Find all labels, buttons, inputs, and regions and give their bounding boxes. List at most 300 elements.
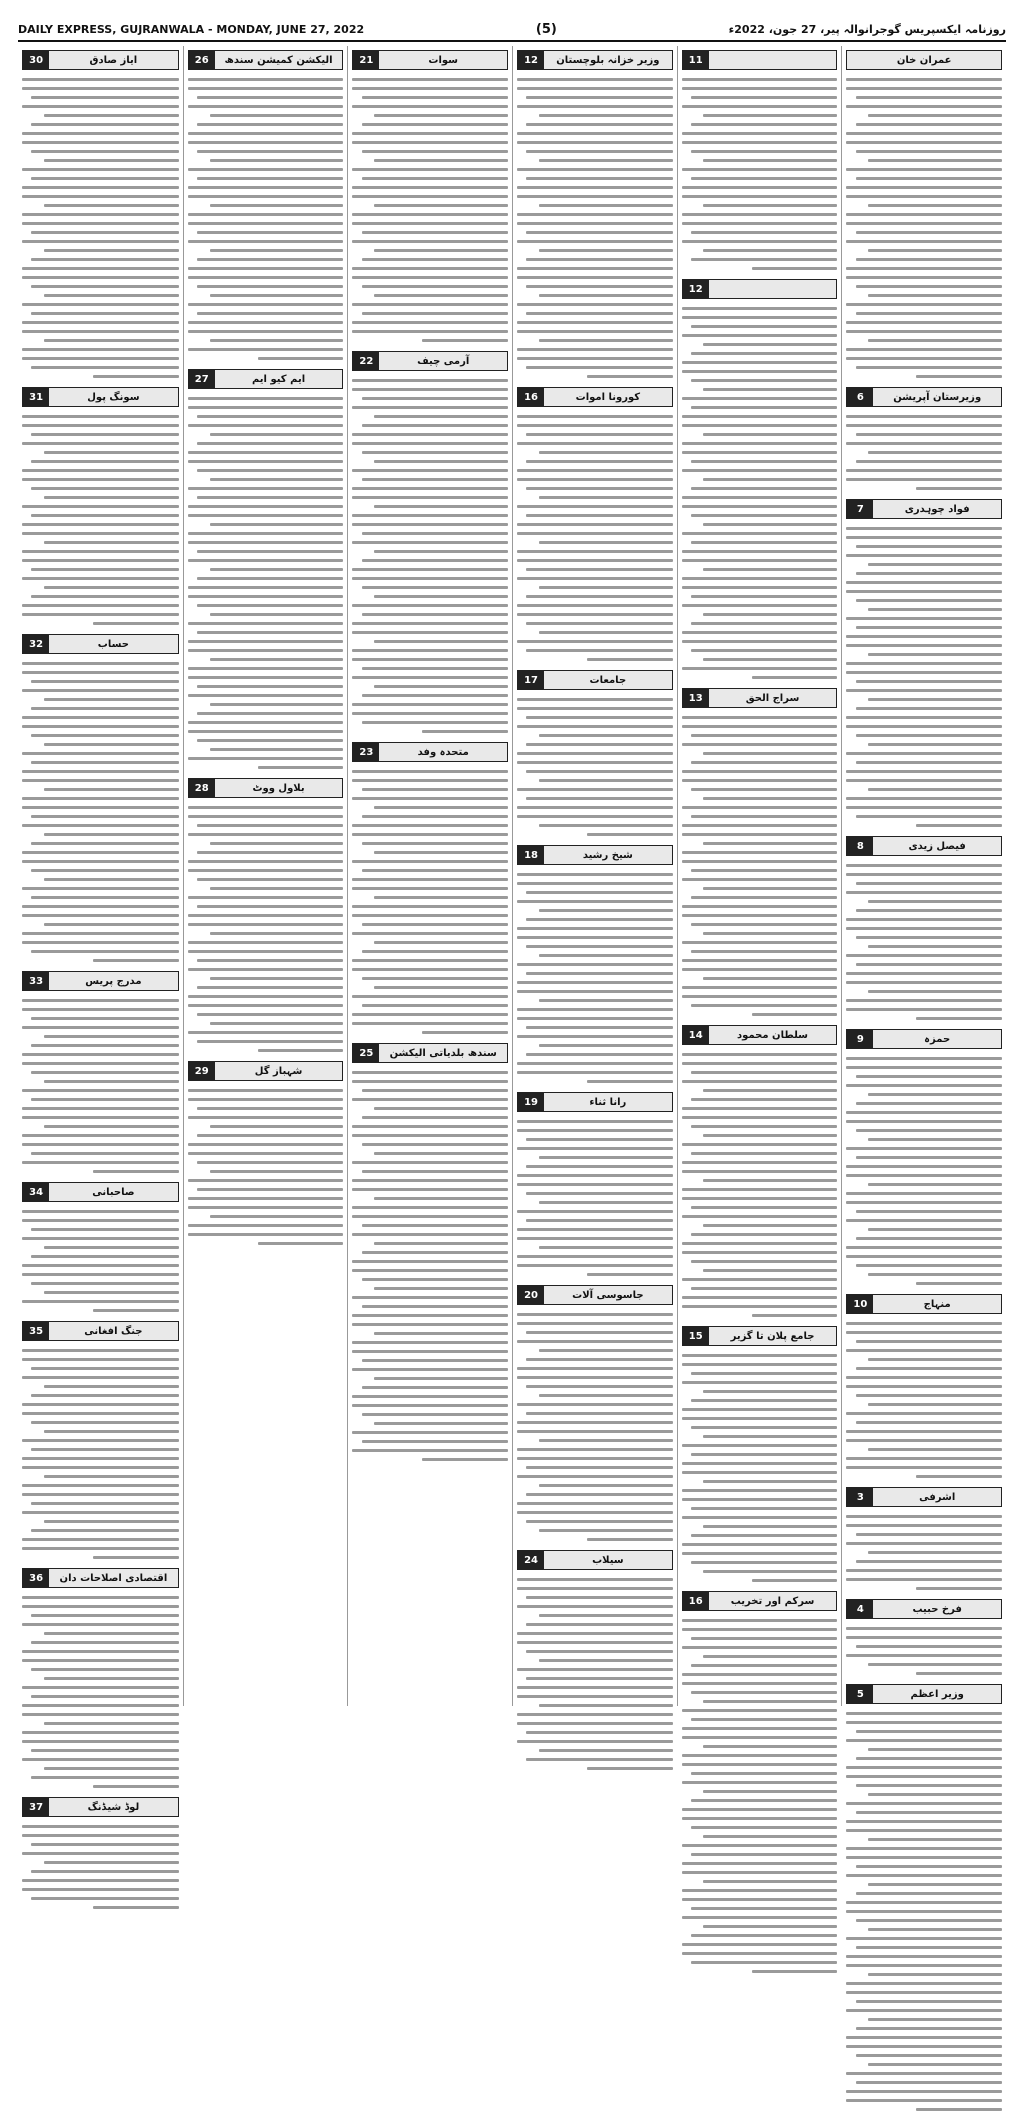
text-line xyxy=(22,797,179,800)
text-line xyxy=(526,177,672,180)
text-line xyxy=(846,752,1002,755)
text-line xyxy=(31,1641,178,1644)
story-heading xyxy=(846,1487,1002,1507)
text-line xyxy=(846,689,1002,692)
text-line xyxy=(539,339,673,342)
story-title: فواد چوہدری xyxy=(904,503,970,515)
text-line xyxy=(22,348,179,351)
text-line xyxy=(856,433,1002,436)
text-line xyxy=(916,824,1002,827)
story-text xyxy=(22,1593,179,1791)
text-line xyxy=(197,878,343,881)
text-line xyxy=(93,622,179,625)
text-line xyxy=(868,990,1002,993)
text-line xyxy=(352,649,508,652)
story-title: منہاج xyxy=(923,1298,951,1310)
story-heading xyxy=(682,50,838,70)
text-line xyxy=(517,1713,673,1716)
text-line xyxy=(703,1880,837,1883)
text-line xyxy=(188,1143,344,1146)
text-line xyxy=(22,905,179,908)
text-line xyxy=(682,415,838,418)
text-line xyxy=(526,595,672,598)
story-title: فیصل زیدی xyxy=(908,840,966,852)
text-line xyxy=(22,357,179,360)
text-line xyxy=(352,1134,508,1137)
text-line xyxy=(22,276,179,279)
text-line xyxy=(691,1372,837,1375)
text-line xyxy=(846,1569,1002,1572)
text-line xyxy=(682,1471,838,1474)
text-line xyxy=(22,415,179,418)
text-line xyxy=(197,739,343,742)
text-line xyxy=(22,1731,179,1734)
text-line xyxy=(868,2018,1002,2021)
text-line xyxy=(517,195,673,198)
text-line xyxy=(682,222,838,225)
text-line xyxy=(197,712,343,715)
story-number: 33 xyxy=(23,972,49,990)
text-line xyxy=(868,451,1002,454)
text-line xyxy=(682,559,838,562)
story-number: 9 xyxy=(847,1030,873,1048)
text-line xyxy=(362,667,508,670)
text-line xyxy=(846,581,1002,584)
text-line xyxy=(188,721,344,724)
text-line xyxy=(22,941,179,944)
text-line xyxy=(517,240,673,243)
text-line xyxy=(526,123,672,126)
text-line xyxy=(846,1120,1002,1123)
story-text xyxy=(352,767,508,1037)
text-line xyxy=(31,258,178,261)
text-line xyxy=(691,325,837,328)
text-line xyxy=(682,577,838,580)
text-line xyxy=(197,312,343,315)
text-line xyxy=(846,536,1002,539)
text-line xyxy=(846,1775,1002,1778)
text-line xyxy=(868,788,1002,791)
story-title: سلطان محمود xyxy=(737,1029,808,1041)
text-line xyxy=(362,1089,508,1092)
news-story xyxy=(352,351,508,736)
story-heading xyxy=(517,670,673,690)
text-line xyxy=(752,1314,838,1317)
text-line xyxy=(691,150,837,153)
news-story xyxy=(188,50,344,363)
text-line xyxy=(374,415,508,418)
news-story xyxy=(682,1025,838,1320)
text-line xyxy=(539,1529,673,1532)
text-line xyxy=(374,941,508,944)
text-line xyxy=(44,878,179,881)
text-line xyxy=(517,788,673,791)
text-line xyxy=(526,891,672,894)
text-line xyxy=(44,541,179,544)
text-line xyxy=(188,860,344,863)
text-line xyxy=(691,950,837,953)
text-line xyxy=(682,1143,838,1146)
text-line xyxy=(44,1035,179,1038)
news-story xyxy=(846,1029,1002,1288)
text-line xyxy=(517,442,673,445)
text-line xyxy=(868,1748,1002,1751)
story-text xyxy=(352,75,508,345)
text-line xyxy=(846,1430,1002,1433)
text-line xyxy=(682,1242,838,1245)
text-line xyxy=(44,833,179,836)
text-line xyxy=(682,1916,838,1919)
text-line xyxy=(210,1022,344,1025)
story-title: سیلاب xyxy=(592,1554,624,1566)
text-line xyxy=(691,761,837,764)
text-line xyxy=(526,649,672,652)
story-number: 3 xyxy=(847,1488,873,1506)
story-title: سراج الحق xyxy=(745,692,800,704)
story-number: 24 xyxy=(518,1551,544,1569)
text-line xyxy=(188,757,344,760)
text-line xyxy=(517,1210,673,1213)
text-line xyxy=(258,357,344,360)
text-line xyxy=(703,159,837,162)
text-line xyxy=(517,1322,673,1325)
page-number: (5) xyxy=(535,21,557,37)
text-line xyxy=(210,204,344,207)
text-line xyxy=(856,366,1002,369)
text-line xyxy=(362,150,508,153)
text-line xyxy=(682,105,838,108)
text-line xyxy=(691,1507,837,1510)
text-line xyxy=(22,671,179,674)
text-line xyxy=(352,442,508,445)
text-line xyxy=(517,725,673,728)
text-line xyxy=(868,1793,1002,1796)
text-line xyxy=(682,1871,838,1874)
text-line xyxy=(22,1062,179,1065)
text-line xyxy=(517,222,673,225)
text-line xyxy=(856,680,1002,683)
text-line xyxy=(517,1587,673,1590)
text-line xyxy=(22,752,179,755)
text-line xyxy=(374,550,508,553)
news-story xyxy=(517,387,673,664)
story-text xyxy=(22,659,179,965)
text-line xyxy=(352,1404,508,1407)
text-line xyxy=(682,1781,838,1784)
text-line xyxy=(197,550,343,553)
text-line xyxy=(846,770,1002,773)
text-line xyxy=(691,1561,837,1564)
text-line xyxy=(517,348,673,351)
story-text xyxy=(846,861,1002,1023)
text-line xyxy=(31,680,178,683)
text-line xyxy=(846,168,1002,171)
story-title: ایم کیو ایم xyxy=(251,373,306,385)
text-line xyxy=(539,1201,673,1204)
text-line xyxy=(197,577,343,580)
text-line xyxy=(362,532,508,535)
text-line xyxy=(539,779,673,782)
text-line xyxy=(682,1381,838,1384)
text-line xyxy=(682,1543,838,1546)
text-line xyxy=(856,1394,1002,1397)
text-line xyxy=(188,87,344,90)
story-number: 17 xyxy=(518,671,544,689)
news-story xyxy=(682,1591,838,1976)
text-line xyxy=(539,1614,673,1617)
text-line xyxy=(188,514,344,517)
text-line xyxy=(846,797,1002,800)
text-line xyxy=(539,249,673,252)
text-line xyxy=(362,258,508,261)
text-line xyxy=(846,87,1002,90)
story-text xyxy=(22,412,179,628)
story-title: سوات xyxy=(428,54,458,66)
text-line xyxy=(703,1269,837,1272)
story-number: 36 xyxy=(23,1569,49,1587)
text-line xyxy=(526,743,672,746)
text-line xyxy=(517,936,673,939)
text-line xyxy=(517,873,673,876)
text-line xyxy=(682,1628,838,1631)
text-line xyxy=(352,959,508,962)
text-line xyxy=(752,1579,838,1582)
text-line xyxy=(22,240,179,243)
news-story xyxy=(682,1326,838,1585)
text-line xyxy=(352,878,508,881)
text-line xyxy=(22,267,179,270)
text-line xyxy=(93,959,179,962)
story-number: 35 xyxy=(23,1322,49,1340)
text-line xyxy=(188,321,344,324)
story-text xyxy=(188,1086,344,1248)
text-line xyxy=(22,1879,179,1882)
text-line xyxy=(856,599,1002,602)
story-title: آرمی چیف xyxy=(417,355,470,367)
text-line xyxy=(846,1111,1002,1114)
text-line xyxy=(362,123,508,126)
text-line xyxy=(682,1444,838,1447)
news-story xyxy=(188,1061,344,1248)
text-line xyxy=(188,667,344,670)
text-line xyxy=(703,1925,837,1928)
story-text xyxy=(682,75,838,273)
text-line xyxy=(846,415,1002,418)
story-heading xyxy=(22,634,179,654)
text-line xyxy=(22,932,179,935)
text-line xyxy=(352,1179,508,1182)
text-line xyxy=(682,1296,838,1299)
text-line xyxy=(197,177,343,180)
text-line xyxy=(539,159,673,162)
text-line xyxy=(539,824,673,827)
text-line xyxy=(197,1013,343,1016)
text-line xyxy=(31,595,178,598)
story-text xyxy=(188,803,344,1055)
text-line xyxy=(846,1874,1002,1877)
text-line xyxy=(846,662,1002,665)
text-line xyxy=(526,716,672,719)
text-line xyxy=(846,105,1002,108)
text-line xyxy=(856,936,1002,939)
text-line xyxy=(22,141,179,144)
story-text xyxy=(846,1319,1002,1481)
text-line xyxy=(868,1358,1002,1361)
text-line xyxy=(352,797,508,800)
text-line xyxy=(856,1811,1002,1814)
story-text xyxy=(517,1575,673,1773)
story-heading xyxy=(22,1797,179,1817)
text-line xyxy=(374,159,508,162)
text-line xyxy=(517,1430,673,1433)
text-line xyxy=(22,806,179,809)
text-line xyxy=(691,487,837,490)
text-line xyxy=(517,330,673,333)
text-line xyxy=(856,1919,1002,1922)
text-line xyxy=(703,523,837,526)
text-line xyxy=(517,1255,673,1258)
story-text xyxy=(517,1117,673,1279)
text-line xyxy=(362,788,508,791)
text-line xyxy=(44,1722,179,1725)
text-line xyxy=(517,1147,673,1150)
news-story xyxy=(846,1294,1002,1481)
story-heading xyxy=(846,50,1002,70)
text-line xyxy=(868,1928,1002,1931)
text-line xyxy=(188,1098,344,1101)
text-line xyxy=(352,968,508,971)
text-line xyxy=(846,1165,1002,1168)
text-line xyxy=(517,990,673,993)
text-line xyxy=(22,1300,179,1303)
text-line xyxy=(352,523,508,526)
text-line xyxy=(691,788,837,791)
text-line xyxy=(31,231,178,234)
text-line xyxy=(846,1008,1002,1011)
text-line xyxy=(846,1901,1002,1904)
text-line xyxy=(188,730,344,733)
text-line xyxy=(197,824,343,827)
text-line xyxy=(703,1790,837,1793)
story-number: 21 xyxy=(353,51,379,69)
text-line xyxy=(846,1349,1002,1352)
text-line xyxy=(856,1102,1002,1105)
text-line xyxy=(517,1632,673,1635)
text-line xyxy=(374,249,508,252)
story-number: 34 xyxy=(23,1183,49,1201)
text-line xyxy=(517,900,673,903)
text-line xyxy=(352,1188,508,1191)
text-line xyxy=(682,725,838,728)
text-line xyxy=(352,833,508,836)
text-line xyxy=(846,1192,1002,1195)
text-line xyxy=(682,370,838,373)
story-number: 28 xyxy=(189,779,215,797)
text-line xyxy=(846,1057,1002,1060)
story-title: اقتصادی اصلاحات دان xyxy=(59,1572,168,1584)
text-line xyxy=(188,833,344,836)
text-line xyxy=(691,1718,837,1721)
text-line xyxy=(31,1228,178,1231)
story-number: 30 xyxy=(23,51,49,69)
story-text xyxy=(682,713,838,1019)
text-line xyxy=(188,1004,344,1007)
text-line xyxy=(352,132,508,135)
text-line xyxy=(197,1040,343,1043)
text-line xyxy=(682,1305,838,1308)
text-line xyxy=(526,1192,672,1195)
text-line xyxy=(352,1323,508,1326)
text-line xyxy=(517,882,673,885)
text-line xyxy=(210,568,344,571)
story-heading xyxy=(517,1550,673,1570)
text-line xyxy=(846,1201,1002,1204)
story-number: 5 xyxy=(847,1685,873,1703)
text-line xyxy=(691,1152,837,1155)
text-line xyxy=(856,150,1002,153)
text-line xyxy=(22,689,179,692)
text-line xyxy=(682,1408,838,1411)
text-line xyxy=(682,1808,838,1811)
text-line xyxy=(352,905,508,908)
text-line xyxy=(868,2063,1002,2066)
text-line xyxy=(188,348,344,351)
text-line xyxy=(846,1627,1002,1630)
text-line xyxy=(856,1645,1002,1648)
text-line xyxy=(868,1883,1002,1886)
story-heading xyxy=(22,971,179,991)
story-number: 23 xyxy=(353,743,379,761)
text-line xyxy=(856,1237,1002,1240)
text-line xyxy=(22,1457,179,1460)
text-line xyxy=(526,312,672,315)
story-number: 19 xyxy=(518,1093,544,1111)
story-title: جامع پلان تا گزیر xyxy=(730,1330,815,1342)
story-number: 27 xyxy=(189,370,215,388)
text-line xyxy=(352,496,508,499)
text-line xyxy=(31,842,178,845)
text-line xyxy=(197,986,343,989)
text-line xyxy=(352,87,508,90)
text-line xyxy=(846,644,1002,647)
text-line xyxy=(703,1700,837,1703)
story-text xyxy=(517,1310,673,1544)
text-line xyxy=(587,1273,673,1276)
news-story xyxy=(682,50,838,273)
story-title: وزیرستان آپریشن xyxy=(893,391,982,403)
text-line xyxy=(31,761,178,764)
text-line xyxy=(22,1686,179,1689)
text-line xyxy=(352,186,508,189)
story-text xyxy=(846,1054,1002,1288)
text-line xyxy=(682,968,838,971)
text-line xyxy=(31,1668,178,1671)
text-line xyxy=(374,595,508,598)
text-line xyxy=(31,568,178,571)
text-line xyxy=(526,770,672,773)
text-line xyxy=(539,1749,673,1752)
text-line xyxy=(682,1354,838,1357)
text-line xyxy=(682,532,838,535)
text-line xyxy=(682,1727,838,1730)
text-line xyxy=(22,770,179,773)
text-line xyxy=(703,1745,837,1748)
text-line xyxy=(31,1870,178,1873)
story-text xyxy=(352,1068,508,1464)
text-line xyxy=(526,487,672,490)
text-line xyxy=(682,860,838,863)
text-line xyxy=(352,1260,508,1263)
